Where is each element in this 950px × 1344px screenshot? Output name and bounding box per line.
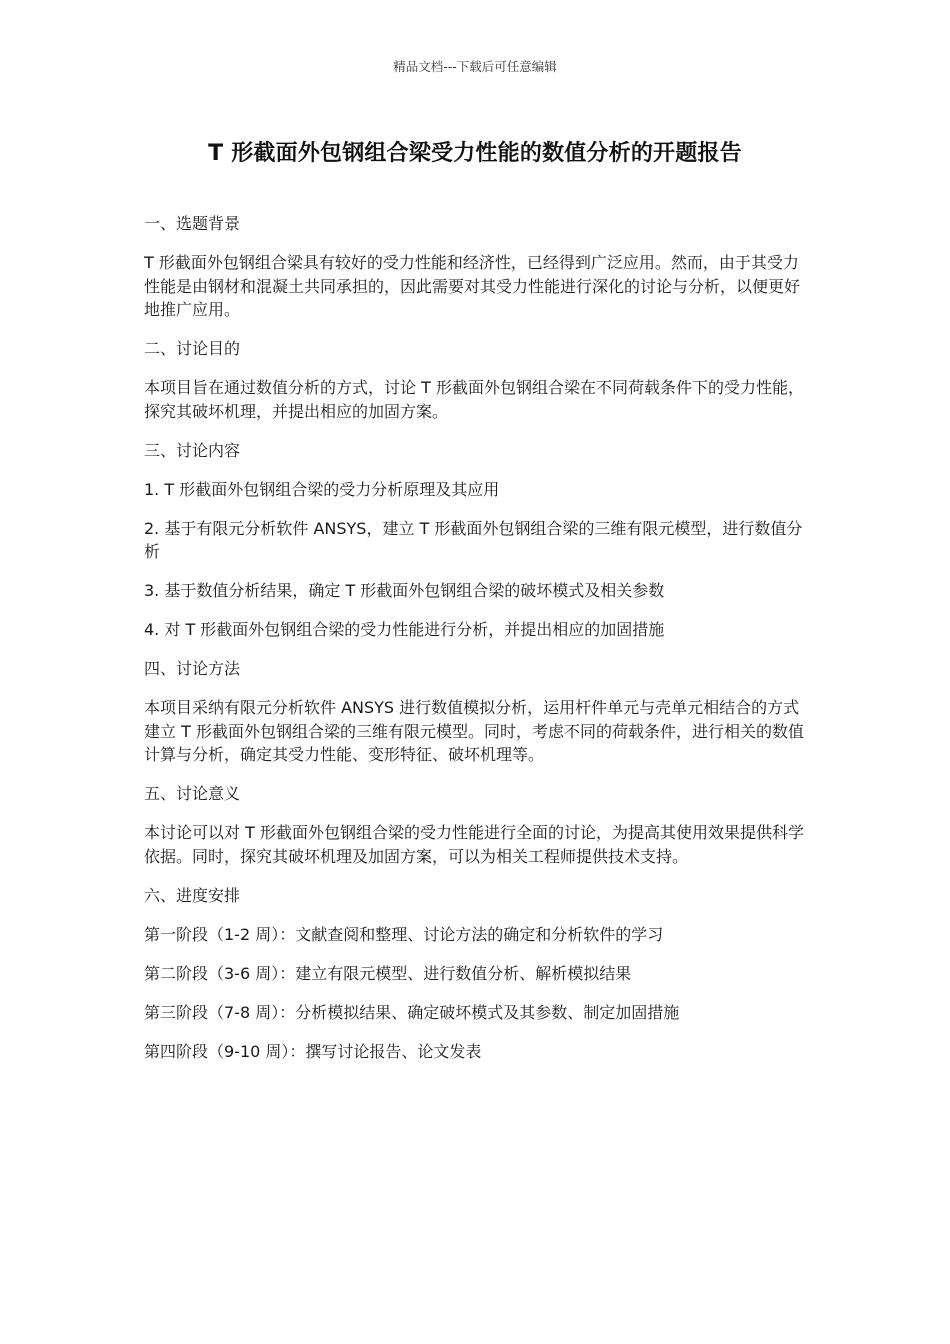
paragraph-significance: 本讨论可以对 T 形截面外包钢组合梁的受力性能进行全面的讨论，为提高其使用效果提供科学依据。同时，探究其破坏机理及加固方案，可以为相关工程师提供技术支持。 xyxy=(144,823,804,866)
list-item: 4. 对 T 形截面外包钢组合梁的受力性能进行分析，并提出相应的加固措施 xyxy=(144,620,665,639)
section-heading-content: 三、讨论内容 xyxy=(144,440,241,460)
list-item: 1. T 形截面外包钢组合梁的受力分析原理及其应用 xyxy=(144,479,500,499)
section-heading-schedule: 六、进度安排 xyxy=(144,885,241,905)
schedule-item: 第四阶段（9-10 周）：撰写讨论报告、论文发表 xyxy=(144,1041,482,1061)
list-item: 2. 基于有限元分析软件 ANSYS，建立 T 形截面外包钢组合梁的三维有限元模型，进行数值分析 xyxy=(144,518,803,561)
paragraph-purpose: 本项目旨在通过数值分析的方式，讨论 T 形截面外包钢组合梁在不同荷载条件下的受力性能，探究其破坏机理，并提出相应的加固方案。 xyxy=(144,378,804,421)
section-heading-significance: 五、讨论意义 xyxy=(144,784,241,803)
schedule-item: 第二阶段（3-6 周）：建立有限元模型、进行数值分析、解析模拟结果 xyxy=(144,963,632,983)
schedule-item: 第三阶段（7-8 周）：分析模拟结果、确定破坏模式及其参数、制定加固措施 xyxy=(144,1002,680,1022)
list-item: 3. 基于数值分析结果，确定 T 形截面外包钢组合梁的破坏模式及相关参数 xyxy=(144,581,665,600)
paragraph-background: T 形截面外包钢组合梁具有较好的受力性能和经济性，已经得到广泛应用。然而，由于其受力性能是由钢材和混凝土共同承担的，因此需要对其受力性能进行深化的讨论与分析，以便更好地推广应用。 xyxy=(144,253,801,319)
header-note: 精品文档---下载后可任意编辑 xyxy=(393,59,557,74)
section-heading-method: 四、讨论方法 xyxy=(144,659,241,678)
section-heading-purpose: 二、讨论目的 xyxy=(144,339,241,358)
document-title: T 形截面外包钢组合梁受力性能的数值分析的开题报告 xyxy=(208,141,742,166)
paragraph-method: 本项目采纳有限元分析软件 ANSYS 进行数值模拟分析，运用杆件单元与壳单元相结合的方式建立 T 形截面外包钢组合梁的三维有限元模型。同时，考虑不同的荷载条件，进行相关的数值计算与分析，确定其受力性能、变形特征、破坏机理等。 xyxy=(144,698,804,764)
document-body xyxy=(144,212,810,1079)
section-heading-background: 一、选题背景 xyxy=(144,214,241,233)
schedule-item: 第一阶段（1-2 周）：文献查阅和整理、讨论方法的确定和分析软件的学习 xyxy=(144,924,664,944)
